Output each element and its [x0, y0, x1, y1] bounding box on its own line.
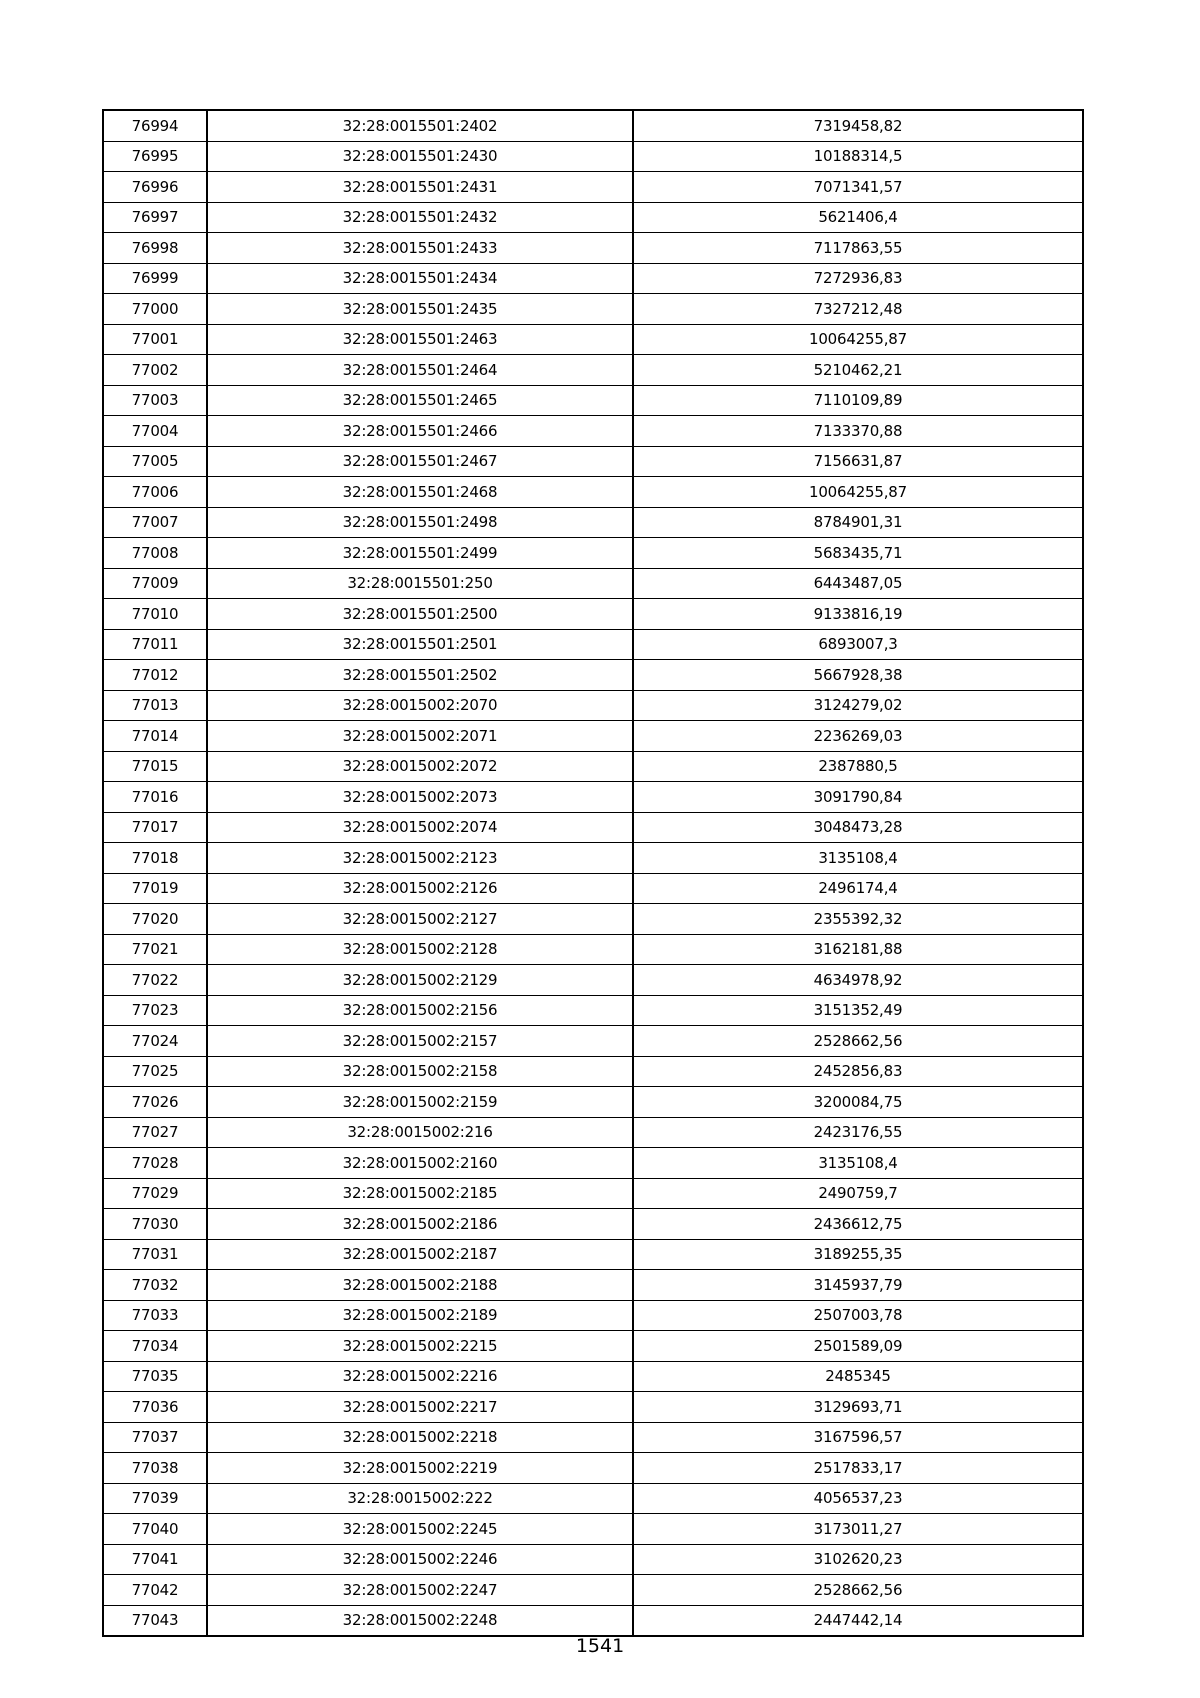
cadastral-number-cell: 32:28:0015002:2189 [207, 1300, 633, 1331]
cadastral-value-cell: 3048473,28 [633, 812, 1083, 843]
cadastral-value-cell: 7133370,88 [633, 416, 1083, 447]
cadastral-value-cell: 7156631,87 [633, 446, 1083, 477]
cadastral-number-cell: 32:28:0015002:2127 [207, 904, 633, 935]
cadastral-number-cell: 32:28:0015002:2129 [207, 965, 633, 996]
row-number-cell: 77010 [103, 599, 207, 630]
cadastral-value-cell: 6893007,3 [633, 629, 1083, 660]
cadastral-number-cell: 32:28:0015002:2187 [207, 1239, 633, 1270]
cadastral-value-cell: 9133816,19 [633, 599, 1083, 630]
cadastral-number-cell: 32:28:0015002:2245 [207, 1514, 633, 1545]
cadastral-value-cell: 4056537,23 [633, 1483, 1083, 1514]
table-row [103, 1300, 1083, 1331]
cadastral-number-cell: 32:28:0015002:2246 [207, 1544, 633, 1575]
cadastral-number-cell: 32:28:0015002:2128 [207, 934, 633, 965]
row-number-cell: 77030 [103, 1209, 207, 1240]
table-row [103, 1544, 1083, 1575]
table-row [103, 1361, 1083, 1392]
cadastral-value-cell: 2447442,14 [633, 1605, 1083, 1636]
cadastral-value-cell: 2517833,17 [633, 1453, 1083, 1484]
row-number-cell: 77000 [103, 294, 207, 325]
table-row [103, 416, 1083, 447]
cadastral-value-cell: 5667928,38 [633, 660, 1083, 691]
cadastral-number-cell: 32:28:0015002:2158 [207, 1056, 633, 1087]
cadastral-value-cell: 10064255,87 [633, 477, 1083, 508]
row-number-cell: 77037 [103, 1422, 207, 1453]
table-row [103, 172, 1083, 203]
cadastral-value-cell: 3151352,49 [633, 995, 1083, 1026]
cadastral-number-cell: 32:28:0015002:2156 [207, 995, 633, 1026]
cadastral-value-cell: 2485345 [633, 1361, 1083, 1392]
table-row [103, 477, 1083, 508]
cadastral-value-cell: 5683435,71 [633, 538, 1083, 569]
cadastral-number-cell: 32:28:0015002:2217 [207, 1392, 633, 1423]
cadastral-value-cell: 7327212,48 [633, 294, 1083, 325]
cadastral-value-table [102, 109, 1084, 1637]
table-row [103, 904, 1083, 935]
cadastral-value-cell: 10064255,87 [633, 324, 1083, 355]
cadastral-number-cell: 32:28:0015501:2402 [207, 110, 633, 141]
row-number-cell: 77015 [103, 751, 207, 782]
row-number-cell: 77043 [103, 1605, 207, 1636]
cadastral-number-cell: 32:28:0015501:2468 [207, 477, 633, 508]
cadastral-value-cell: 3102620,23 [633, 1544, 1083, 1575]
cadastral-number-cell: 32:28:0015002:2073 [207, 782, 633, 813]
cadastral-value-cell: 2528662,56 [633, 1575, 1083, 1606]
cadastral-value-cell: 2490759,7 [633, 1178, 1083, 1209]
cadastral-number-cell: 32:28:0015002:2160 [207, 1148, 633, 1179]
cadastral-number-cell: 32:28:0015501:2434 [207, 263, 633, 294]
cadastral-value-cell: 3162181,88 [633, 934, 1083, 965]
table-row [103, 843, 1083, 874]
cadastral-value-cell: 2452856,83 [633, 1056, 1083, 1087]
table-row [103, 385, 1083, 416]
table-row [103, 446, 1083, 477]
cadastral-number-cell: 32:28:0015501:2464 [207, 355, 633, 386]
cadastral-value-cell: 2507003,78 [633, 1300, 1083, 1331]
cadastral-value-cell: 2387880,5 [633, 751, 1083, 782]
cadastral-number-cell: 32:28:0015002:2186 [207, 1209, 633, 1240]
row-number-cell: 77014 [103, 721, 207, 752]
cadastral-value-cell: 6443487,05 [633, 568, 1083, 599]
table-body [103, 110, 1083, 1636]
page-number: 1541 [575, 1635, 625, 1657]
row-number-cell: 77029 [103, 1178, 207, 1209]
cadastral-number-cell: 32:28:0015002:2126 [207, 873, 633, 904]
row-number-cell: 77005 [103, 446, 207, 477]
table-row [103, 660, 1083, 691]
table-row [103, 812, 1083, 843]
table-row [103, 965, 1083, 996]
row-number-cell: 77025 [103, 1056, 207, 1087]
cadastral-number-cell: 32:28:0015501:2433 [207, 233, 633, 264]
row-number-cell: 76996 [103, 172, 207, 203]
table-row [103, 629, 1083, 660]
table-row [103, 1117, 1083, 1148]
cadastral-value-cell: 3091790,84 [633, 782, 1083, 813]
cadastral-number-cell: 32:28:0015002:2074 [207, 812, 633, 843]
row-number-cell: 77038 [103, 1453, 207, 1484]
cadastral-number-cell: 32:28:0015002:2123 [207, 843, 633, 874]
cadastral-value-cell: 2355392,32 [633, 904, 1083, 935]
table-row [103, 782, 1083, 813]
row-number-cell: 77009 [103, 568, 207, 599]
row-number-cell: 77022 [103, 965, 207, 996]
row-number-cell: 76997 [103, 202, 207, 233]
cadastral-value-cell: 3145937,79 [633, 1270, 1083, 1301]
table-row [103, 263, 1083, 294]
table-row [103, 538, 1083, 569]
cadastral-value-cell: 8784901,31 [633, 507, 1083, 538]
row-number-cell: 77021 [103, 934, 207, 965]
table-row [103, 934, 1083, 965]
row-number-cell: 77013 [103, 690, 207, 721]
cadastral-number-cell: 32:28:0015002:216 [207, 1117, 633, 1148]
row-number-cell: 77006 [103, 477, 207, 508]
row-number-cell: 77016 [103, 782, 207, 813]
table-row [103, 995, 1083, 1026]
row-number-cell: 77039 [103, 1483, 207, 1514]
cadastral-number-cell: 32:28:0015002:2072 [207, 751, 633, 782]
table-row [103, 1514, 1083, 1545]
table-row [103, 1422, 1083, 1453]
cadastral-number-cell: 32:28:0015501:2431 [207, 172, 633, 203]
row-number-cell: 77018 [103, 843, 207, 874]
cadastral-number-cell: 32:28:0015002:2216 [207, 1361, 633, 1392]
row-number-cell: 77028 [103, 1148, 207, 1179]
row-number-cell: 77017 [103, 812, 207, 843]
cadastral-value-cell: 2496174,4 [633, 873, 1083, 904]
row-number-cell: 77011 [103, 629, 207, 660]
cadastral-value-cell: 3189255,35 [633, 1239, 1083, 1270]
cadastral-number-cell: 32:28:0015002:2218 [207, 1422, 633, 1453]
row-number-cell: 76999 [103, 263, 207, 294]
cadastral-value-cell: 3200084,75 [633, 1087, 1083, 1118]
cadastral-value-cell: 3167596,57 [633, 1422, 1083, 1453]
cadastral-number-cell: 32:28:0015501:2498 [207, 507, 633, 538]
table-row [103, 110, 1083, 141]
table-row [103, 1453, 1083, 1484]
row-number-cell: 77027 [103, 1117, 207, 1148]
row-number-cell: 77026 [103, 1087, 207, 1118]
cadastral-number-cell: 32:28:0015002:2185 [207, 1178, 633, 1209]
table-row [103, 141, 1083, 172]
cadastral-number-cell: 32:28:0015002:2247 [207, 1575, 633, 1606]
row-number-cell: 76995 [103, 141, 207, 172]
row-number-cell: 77001 [103, 324, 207, 355]
cadastral-number-cell: 32:28:0015002:2248 [207, 1605, 633, 1636]
cadastral-number-cell: 32:28:0015002:2071 [207, 721, 633, 752]
table-row [103, 1270, 1083, 1301]
table-row [103, 202, 1083, 233]
table-row [103, 568, 1083, 599]
table-row [103, 690, 1083, 721]
row-number-cell: 77002 [103, 355, 207, 386]
cadastral-value-cell: 3135108,4 [633, 1148, 1083, 1179]
cadastral-number-cell: 32:28:0015501:2463 [207, 324, 633, 355]
cadastral-value-cell: 5210462,21 [633, 355, 1083, 386]
cadastral-number-cell: 32:28:0015501:250 [207, 568, 633, 599]
cadastral-number-cell: 32:28:0015002:2157 [207, 1026, 633, 1057]
cadastral-number-cell: 32:28:0015002:2070 [207, 690, 633, 721]
row-number-cell: 77035 [103, 1361, 207, 1392]
cadastral-number-cell: 32:28:0015002:2159 [207, 1087, 633, 1118]
cadastral-number-cell: 32:28:0015002:2188 [207, 1270, 633, 1301]
cadastral-number-cell: 32:28:0015501:2467 [207, 446, 633, 477]
row-number-cell: 77036 [103, 1392, 207, 1423]
cadastral-value-cell: 3135108,4 [633, 843, 1083, 874]
cadastral-value-cell: 10188314,5 [633, 141, 1083, 172]
cadastral-value-cell: 2436612,75 [633, 1209, 1083, 1240]
row-number-cell: 77003 [103, 385, 207, 416]
table-row [103, 599, 1083, 630]
row-number-cell: 77042 [103, 1575, 207, 1606]
table-row [103, 1605, 1083, 1636]
row-number-cell: 77034 [103, 1331, 207, 1362]
row-number-cell: 76998 [103, 233, 207, 264]
row-number-cell: 77032 [103, 1270, 207, 1301]
row-number-cell: 77033 [103, 1300, 207, 1331]
table-row [103, 1148, 1083, 1179]
cadastral-number-cell: 32:28:0015501:2499 [207, 538, 633, 569]
table-row [103, 1331, 1083, 1362]
cadastral-number-cell: 32:28:0015002:222 [207, 1483, 633, 1514]
table-row [103, 1056, 1083, 1087]
cadastral-value-cell: 3129693,71 [633, 1392, 1083, 1423]
cadastral-value-cell: 7117863,55 [633, 233, 1083, 264]
table-row [103, 1178, 1083, 1209]
cadastral-number-cell: 32:28:0015002:2219 [207, 1453, 633, 1484]
row-number-cell: 77019 [103, 873, 207, 904]
cadastral-number-cell: 32:28:0015501:2502 [207, 660, 633, 691]
cadastral-number-cell: 32:28:0015501:2500 [207, 599, 633, 630]
cadastral-value-cell: 7110109,89 [633, 385, 1083, 416]
cadastral-value-cell: 3124279,02 [633, 690, 1083, 721]
table-row [103, 1483, 1083, 1514]
row-number-cell: 77020 [103, 904, 207, 935]
cadastral-number-cell: 32:28:0015501:2466 [207, 416, 633, 447]
cadastral-value-cell: 2501589,09 [633, 1331, 1083, 1362]
table-row [103, 1392, 1083, 1423]
table-row [103, 324, 1083, 355]
row-number-cell: 77012 [103, 660, 207, 691]
cadastral-number-cell: 32:28:0015501:2501 [207, 629, 633, 660]
cadastral-value-cell: 2528662,56 [633, 1026, 1083, 1057]
cadastral-value-cell: 7272936,83 [633, 263, 1083, 294]
cadastral-value-cell: 2236269,03 [633, 721, 1083, 752]
row-number-cell: 77004 [103, 416, 207, 447]
table-row [103, 233, 1083, 264]
table-row [103, 1209, 1083, 1240]
row-number-cell: 77041 [103, 1544, 207, 1575]
cadastral-number-cell: 32:28:0015501:2465 [207, 385, 633, 416]
cadastral-number-cell: 32:28:0015501:2432 [207, 202, 633, 233]
cadastral-value-cell: 4634978,92 [633, 965, 1083, 996]
table-row [103, 1087, 1083, 1118]
table-row [103, 1239, 1083, 1270]
table-row [103, 1575, 1083, 1606]
table-row [103, 751, 1083, 782]
row-number-cell: 76994 [103, 110, 207, 141]
cadastral-value-cell: 5621406,4 [633, 202, 1083, 233]
cadastral-number-cell: 32:28:0015501:2435 [207, 294, 633, 325]
row-number-cell: 77008 [103, 538, 207, 569]
table-row [103, 873, 1083, 904]
row-number-cell: 77031 [103, 1239, 207, 1270]
table-row [103, 507, 1083, 538]
table-row [103, 1026, 1083, 1057]
cadastral-value-cell: 3173011,27 [633, 1514, 1083, 1545]
row-number-cell: 77023 [103, 995, 207, 1026]
row-number-cell: 77007 [103, 507, 207, 538]
table-row [103, 294, 1083, 325]
cadastral-number-cell: 32:28:0015501:2430 [207, 141, 633, 172]
cadastral-value-cell: 7319458,82 [633, 110, 1083, 141]
table-row [103, 355, 1083, 386]
row-number-cell: 77040 [103, 1514, 207, 1545]
cadastral-number-cell: 32:28:0015002:2215 [207, 1331, 633, 1362]
cadastral-value-cell: 2423176,55 [633, 1117, 1083, 1148]
table-row [103, 721, 1083, 752]
cadastral-value-cell: 7071341,57 [633, 172, 1083, 203]
row-number-cell: 77024 [103, 1026, 207, 1057]
